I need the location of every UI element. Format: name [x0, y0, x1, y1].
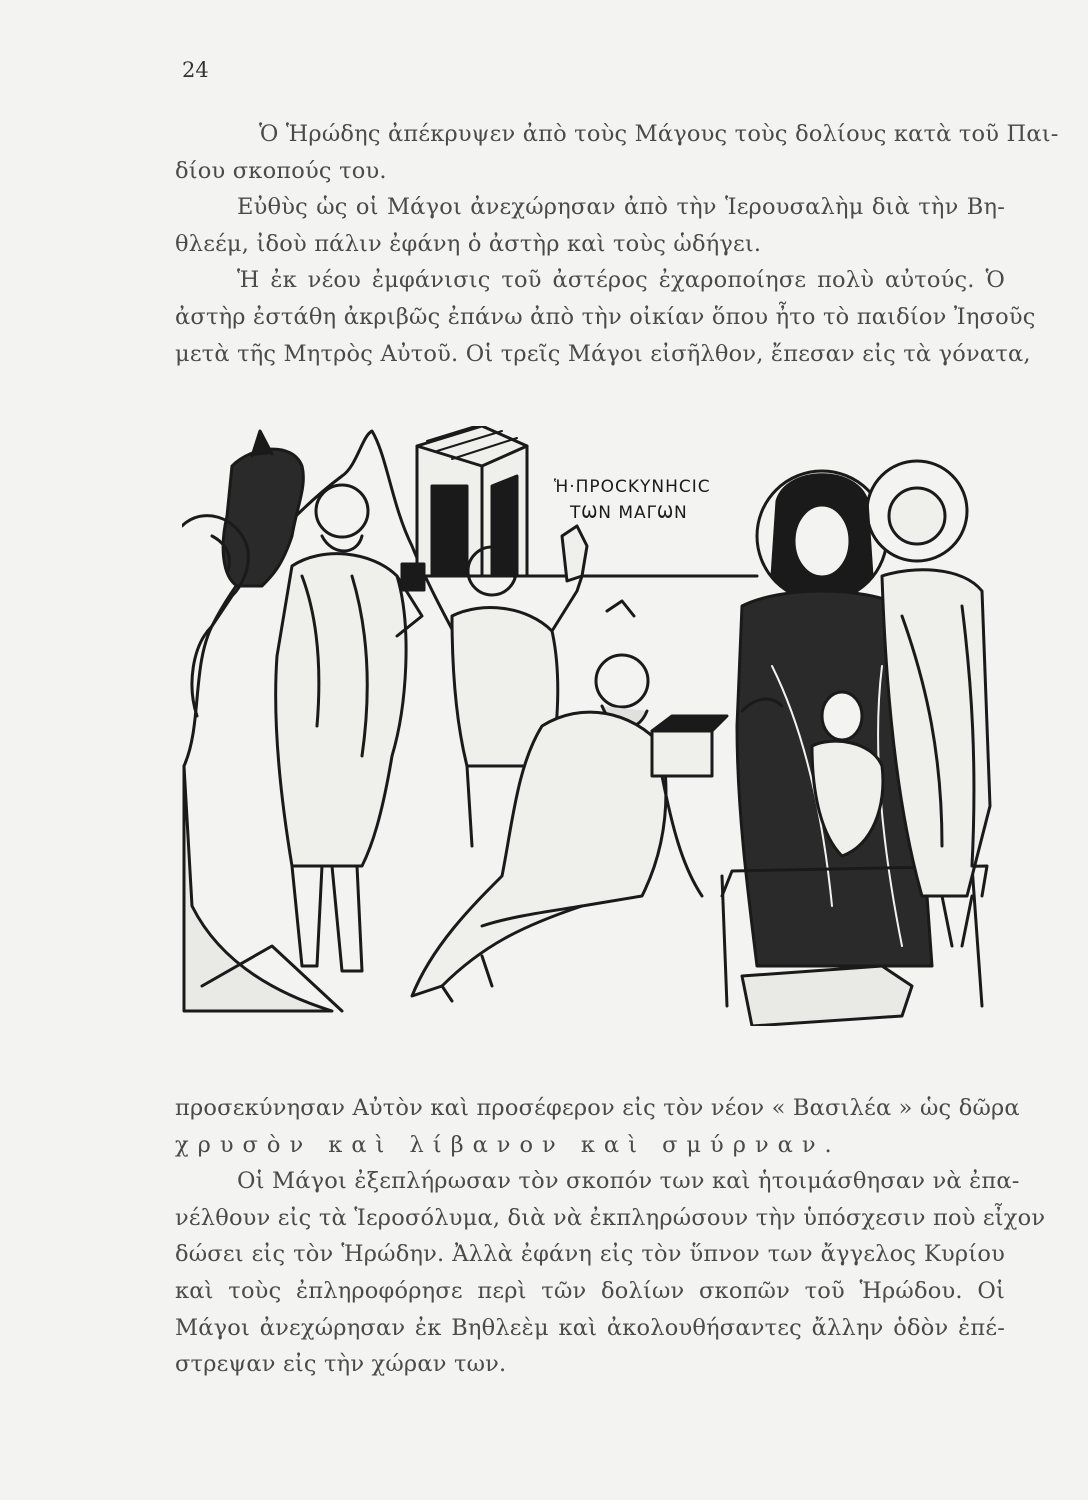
text-line: δώσει εἰς τὸν Ἡρώδην. Ἀλλὰ ἐφάνη εἰς τὸν ὕπνον των ἄγγελος Κυρίου	[175, 1241, 1005, 1268]
adoration-of-the-magi-illustration	[182, 426, 1000, 1026]
text-line: καὶ τοὺς ἐπληροφόρησε περὶ τῶν δολίων σκοπῶν τοῦ Ἡρώδου. Οἱ	[175, 1277, 1005, 1304]
text-line: χρυσὸν καὶ λίβανον καὶ σμύρναν.	[175, 1131, 841, 1158]
text-line: θλεέμ, ἰδοὺ πάλιν ἐφάνη ὁ ἀστὴρ καὶ τοὺς ὡδήγει.	[175, 230, 762, 257]
icon-drawing	[182, 426, 1000, 1026]
text-line: Οἱ Μάγοι ἐξεπλήρωσαν τὸν σκοπόν των καὶ ἡτοιμάσθησαν νὰ ἐπα-	[237, 1168, 1020, 1195]
text-line: μετὰ τῆς Μητρὸς Αὐτοῦ. Οἱ τρεῖς Μάγοι εἰσῆλθον, ἔπεσαν εἰς τὰ γόνατα,	[175, 340, 1031, 367]
inscription-line-2: ΤѠΝ ΜΑΓѠΝ	[570, 503, 688, 523]
text-line: Ἡ ἐκ νέου ἐμφάνισις τοῦ ἀστέρος ἐχαροποίησε πολὺ αὐτούς. Ὁ	[237, 267, 1005, 294]
text-line: δίου σκοπούς του.	[175, 157, 387, 184]
text-line: Ὁ Ἡρώδης ἀπέκρυψεν ἀπὸ τοὺς Μάγους τοὺς δολίους κατὰ τοῦ Παι-	[259, 121, 1059, 147]
bottom-paragraphs	[175, 1090, 1046, 1383]
text-line: νέλθουν εἰς τὰ Ἱεροσόλυμα, διὰ νὰ ἐκπληρώσουν τὴν ὑπόσχεσιν ποὺ εἶχον	[175, 1204, 1046, 1231]
text-line: Εὐθὺς ὡς οἱ Μάγοι ἀνεχώρησαν ἀπὸ τὴν Ἱερουσαλὴμ διὰ τὴν Βη-	[237, 194, 1005, 221]
top-paragraphs	[175, 116, 1059, 372]
text-line: ἀστὴρ ἐστάθη ἀκριβῶς ἐπάνω ἀπὸ τὴν οἰκίαν ὅπου ἦτο τὸ παιδίον Ἰησοῦς	[175, 303, 1036, 330]
inscription-line-1: Ἡ·ΠΡΟCΚΥΝΗCΙC	[554, 477, 711, 497]
text-line: Μάγοι ἀνεχώρησαν ἐκ Βηθλεὲμ καὶ ἀκολουθήσαντες ἄλλην ὁδὸν ἐπέ-	[175, 1314, 1005, 1341]
text-line: στρεψαν εἰς τὴν χώραν των.	[175, 1351, 507, 1378]
text-line: προσεκύνησαν Αὐτὸν καὶ προσέφερον εἰς τὸν νέον « Βασιλέα » ὡς δῶρα	[175, 1095, 1020, 1121]
page-number: 24	[182, 58, 209, 82]
